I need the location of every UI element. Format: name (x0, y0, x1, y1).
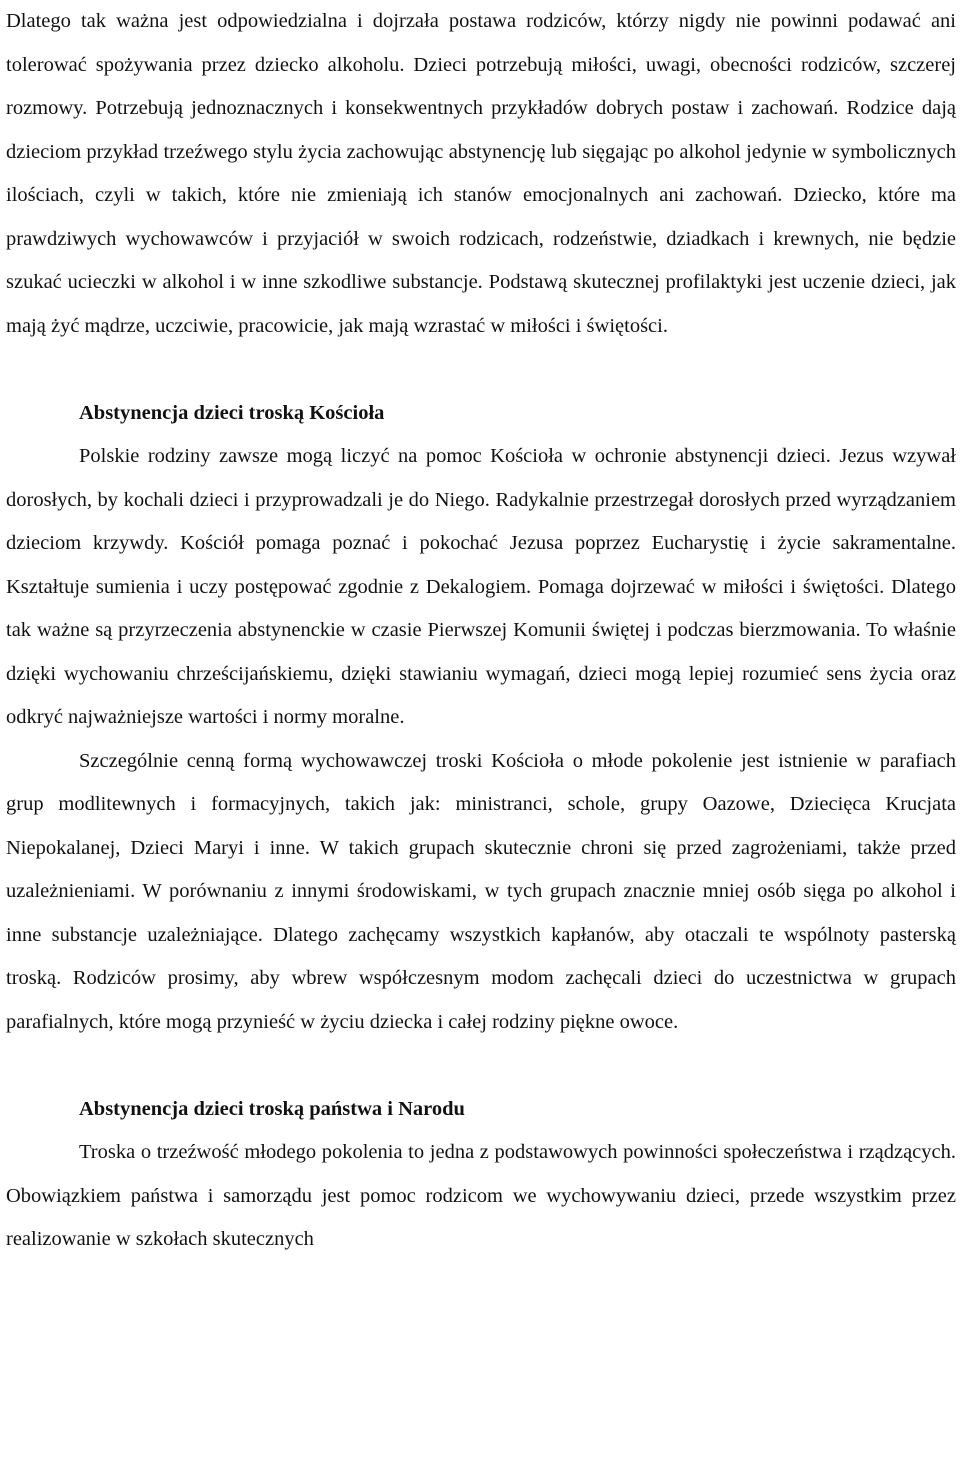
paragraph-church-help: Polskie rodziny zawsze mogą liczyć na pomoc Kościoła w ochronie abstynencji dzieci. Jezus wzywał dorosłych, by kochali dzieci i przyprowadzali je do Niego. Radykalnie przestrzegał dorosłych przed wyrządzaniem dzieciom krzywdy. Kościół pomaga poznać i pokochać Jezusa poprzez Eucharystię i życie sakramentalne. Kształtuje sumienia i uczy postępować zgodnie z Dekalogiem. Pomaga dojrzewać w miłości i świętości. Dlatego tak ważne są przyrzeczenia abstynenckie w czasie Pierwszej Komunii świętej i podczas bierzmowania. To właśnie dzięki wychowaniu chrześcijańskiemu, dzięki stawianiu wymagań, dzieci mogą lepiej rozumieć sens życia oraz odkryć najważniejsze wartości i normy moralne. (6, 445, 956, 728)
heading-church-care: Abstynencja dzieci troską Kościoła (79, 401, 385, 424)
heading-state-care: Abstynencja dzieci troską państwa i Narodu (79, 1097, 465, 1120)
paragraph-parental-attitude: Dlatego tak ważna jest odpowiedzialna i dojrzała postawa rodziców, którzy nigdy nie powinni podawać ani tolerować spożywania przez dziecko alkoholu. Dzieci potrzebują miłości, uwagi, obecności rodziców, szczerej rozmowy. Potrzebują jednoznacznych i konsekwentnych przykładów dobrych postaw i zachowań. Rodzice dają dzieciom przykład trzeźwego stylu życia zachowując abstynencję lub sięgając po alkohol jedynie w symbolicznych ilościach, czyli w takich, które nie zmieniają ich stanów emocjonalnych ani zachowań. Dziecko, które ma prawdziwych wychowawców i przyjaciół w swoich rodzicach, rodzeństwie, dziadkach i krewnych, nie będzie szukać ucieczki w alkohol i w inne szkodliwe substancje. Podstawą skutecznej profilaktyki jest uczenie dzieci, jak mają żyć mądrze, uczciwie, pracowicie, jak mają wzrastać w miłości i świętości. (6, 10, 956, 337)
paragraph-state-duty: Troska o trzeźwość młodego pokolenia to jedna z podstawowych powinności społeczeństwa i rządzących. Obowiązkiem państwa i samorządu jest pomoc rodzicom we wychowywaniu dzieci, przede wszystkim przez realizowanie w szkołach skutecznych (6, 1141, 956, 1250)
document-page (6, 0, 956, 1262)
paragraph-parish-groups: Szczególnie cenną formą wychowawczej troski Kościoła o młode pokolenie jest istnienie w parafiach grup modlitewnych i formacyjnych, takich jak: ministranci, schole, grupy Oazowe, Dziecięca Krucjata Niepokalanej, Dzieci Maryi i inne. W takich grupach skutecznie chroni się przed zagrożeniami, także przed uzależnieniami. W porównaniu z innymi środowiskami, w tych grupach znacznie mniej osób sięga po alkohol i inne substancje uzależniające. Dlatego zachęcamy wszystkich kapłanów, aby otaczali te wspólnoty pasterską troską. Rodziców prosimy, aby wbrew współczesnym modom zachęcali dzieci do uczestnictwa w grupach parafialnych, które mogą przynieść w życiu dziecka i całej rodziny piękne owoce. (6, 749, 956, 1033)
section-gap (6, 348, 956, 392)
section-gap (6, 1044, 956, 1088)
